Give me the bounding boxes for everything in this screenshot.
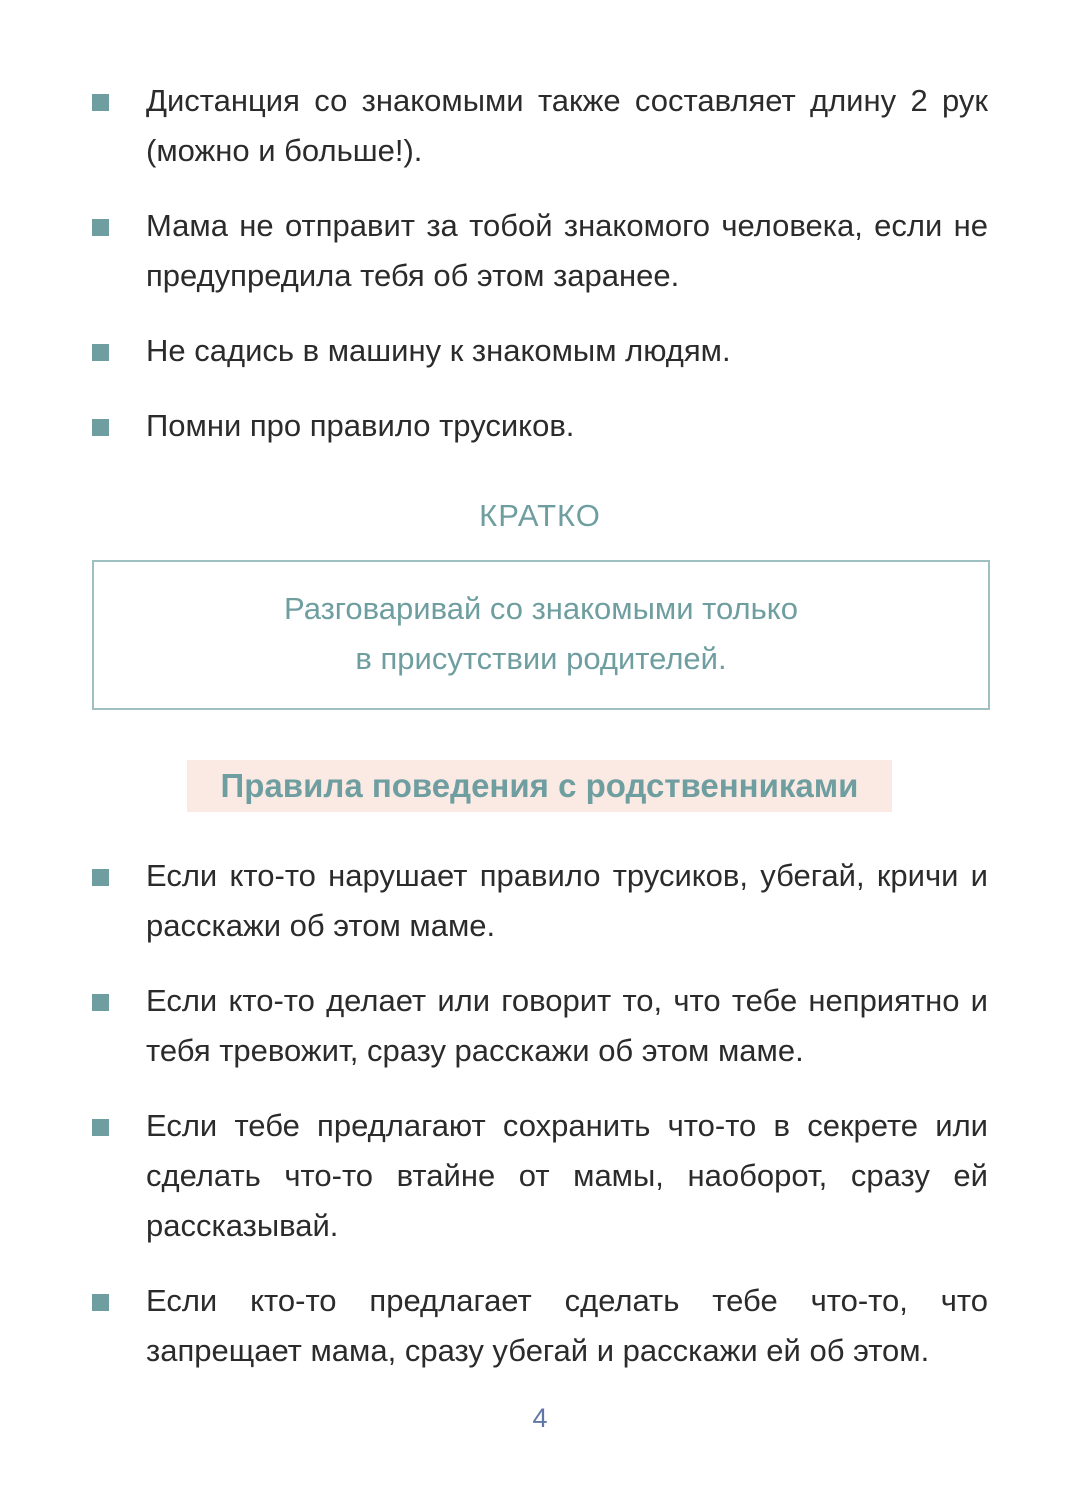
square-bullet-icon — [92, 1294, 109, 1311]
rules-list-acquaintances — [92, 76, 988, 476]
brief-summary-text — [94, 584, 988, 684]
list-item — [92, 201, 988, 301]
list-item — [92, 326, 988, 376]
list-item-text: Если тебе предлагают сохранить что-то в секрете или сделать что-то втайне от мамы, наоборот, сразу ей рассказывай. — [146, 1108, 988, 1243]
list-item-text: Не садись в машину к знакомым людям. — [146, 333, 731, 368]
list-item — [92, 1101, 988, 1251]
brief-line-2: в присутствии родителей. — [355, 641, 727, 676]
list-item-text: Если кто-то делает или говорит то, что тебе неприятно и тебя тревожит, сразу расскажи об этом маме. — [146, 983, 988, 1068]
square-bullet-icon — [92, 94, 109, 111]
list-item-text: Мама не отправит за тобой знакомого человека, если не предупредила тебя об этом заранее. — [146, 208, 988, 293]
list-item-text: Если кто-то предлагает сделать тебе что-то, что запрещает мама, сразу убегай и расскажи ей об этом. — [146, 1283, 988, 1368]
square-bullet-icon — [92, 1119, 109, 1136]
square-bullet-icon — [92, 869, 109, 886]
list-item — [92, 976, 988, 1076]
section-heading: Правила поведения с родственниками — [187, 760, 892, 812]
square-bullet-icon — [92, 419, 109, 436]
list-item — [92, 1276, 988, 1376]
list-item-text: Дистанция со знакомыми также составляет длину 2 рук (можно и больше!). — [146, 83, 988, 168]
brief-summary-box — [92, 560, 990, 710]
list-item — [92, 851, 988, 951]
list-item — [92, 401, 988, 451]
list-item-text: Помни про правило трусиков. — [146, 408, 575, 443]
rules-list-relatives — [92, 851, 988, 1401]
square-bullet-icon — [92, 344, 109, 361]
list-item — [92, 76, 988, 176]
square-bullet-icon — [92, 219, 109, 236]
page-number: 4 — [532, 1403, 548, 1433]
square-bullet-icon — [92, 994, 109, 1011]
brief-title: КРАТКО — [479, 498, 601, 533]
brief-line-1: Разговаривай со знакомыми только — [284, 591, 798, 626]
list-item-text: Если кто-то нарушает правило трусиков, убегай, кричи и расскажи об этом маме. — [146, 858, 988, 943]
